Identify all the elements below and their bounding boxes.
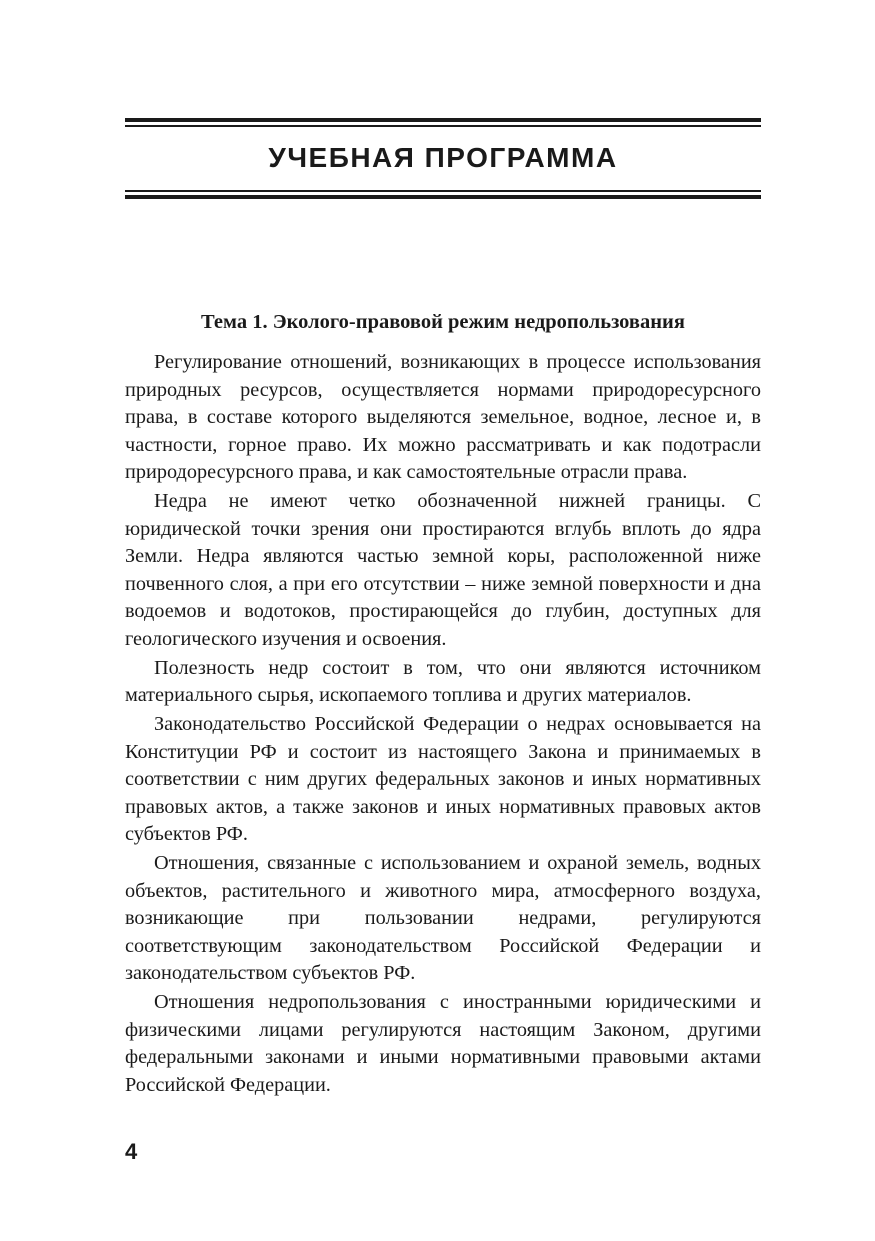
top-rule-thin-line <box>125 125 761 127</box>
bottom-rule-thick-line <box>125 195 761 199</box>
section-heading: Тема 1. Эколого-правовой режим недропользования <box>201 311 685 333</box>
title-top-rule <box>125 118 761 127</box>
paragraph-5: Отношения, связанные с использованием и охраной земель, водных объектов, растительного и животного мира, атмосферного воздуха, возникающие при пользовании недрами, регулируются соответствующим законодательством Российской Федерации и законодательством субъектов РФ. <box>125 852 761 984</box>
paragraph-2: Недра не имеют четко обозначенной нижней границы. С юридической точки зрения они простираются вглубь вплоть до ядра Земли. Недра являются частью земной коры, расположенной ниже почвенного слоя, а при его отсутствии – ниже земной поверхности и дна водоемов и водотоков, простирающейся до глубин, доступных для геологического изучения и освоения. <box>125 490 761 650</box>
title-bottom-rule <box>125 190 761 199</box>
page-number: 4 <box>125 1139 138 1164</box>
page-title: УЧЕБНАЯ ПРОГРАММА <box>268 142 618 173</box>
paragraph-1: Регулирование отношений, возникающих в процессе использования природных ресурсов, осуществляется нормами природоресурсного права, в составе которого выделяются земельное, водное, лесное и, в частности, горное право. Их можно рассматривать и как подотрасли природоресурсного права, и как самостоятельные отрасли права. <box>125 351 761 483</box>
bottom-rule-thin-line <box>125 190 761 192</box>
body-text <box>125 349 761 1099</box>
paragraph-3: Полезность недр состоит в том, что они являются источником материального сырья, ископаемого топлива и других материалов. <box>125 656 761 706</box>
paragraph-6: Отношения недропользования с иностранными юридическими и физическими лицами регулируются настоящим Законом, другими федеральными законами и иными нормативными правовыми актами Российской Федерации. <box>125 991 761 1096</box>
paragraph-4: Законодательство Российской Федерации о недрах основывается на Конституции РФ и состоит из настоящего Закона и принимаемых в соответствии с ним других федеральных законов и иных нормативных правовых актов, а также законов и иных нормативных правовых актов субъектов РФ. <box>125 713 761 845</box>
top-rule-thick-line <box>125 118 761 122</box>
